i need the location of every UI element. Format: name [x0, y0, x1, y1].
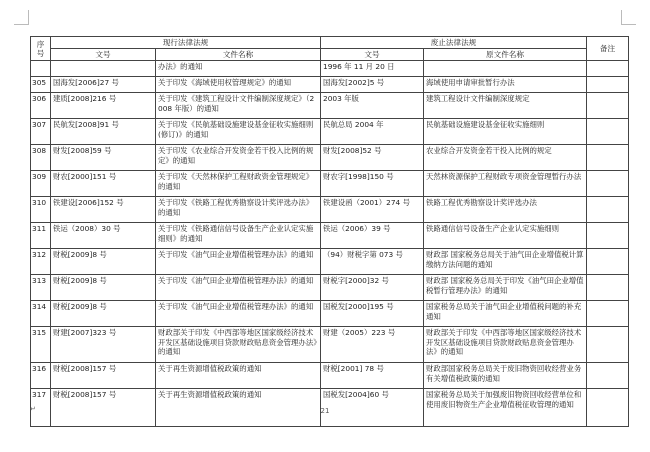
- table-row: [31, 275, 629, 301]
- row-old-file-name: 财政部关于印发《中西部等地区国家级经济技术开发区基础设施项目贷款财政贴息资金管理办法》的通知: [424, 327, 587, 363]
- header-original-file-name: 原文件名称: [424, 49, 587, 61]
- row-old-doc-no: （94）财税字第 073 号: [321, 249, 424, 275]
- row-file-name: 关于印发《油气田企业增值税管理办法》的通知: [156, 275, 321, 301]
- row-old-file-name: 铁路通信信号设备生产企业认定实施细则: [424, 223, 587, 249]
- row-seq: [31, 61, 51, 77]
- row-old-file-name: 国家税务总局关于油气田企业增值税问题的补充通知: [424, 301, 587, 327]
- row-file-name: 关于印发《建筑工程设计文件编制深度规定》（2008 年版）的通知: [156, 93, 321, 119]
- header-doc-no: 文号: [51, 49, 156, 61]
- row-file-name: 办法》的通知: [156, 61, 321, 77]
- row-remark: [587, 145, 629, 171]
- row-old-file-name: 民航基础设施建设基金征收实施细则: [424, 119, 587, 145]
- row-seq: 313: [31, 275, 51, 301]
- header-row-2: [31, 49, 629, 61]
- row-old-file-name: 国家税务总局关于加强废旧物资回收经营单位和使用废旧物资生产企业增值税征收管理的通知: [424, 389, 587, 427]
- row-seq: 312: [31, 249, 51, 275]
- header-row-1: [31, 37, 629, 49]
- row-seq: 308: [31, 145, 51, 171]
- row-seq: 311: [31, 223, 51, 249]
- row-doc-no: 建质[2008]216 号: [51, 93, 156, 119]
- row-old-doc-no: 财发[2008]52 号: [321, 145, 424, 171]
- row-seq: 310: [31, 197, 51, 223]
- table-row: [31, 249, 629, 275]
- row-remark: [587, 275, 629, 301]
- row-remark: [587, 301, 629, 327]
- row-doc-no: 民航发[2008]91 号: [51, 119, 156, 145]
- row-old-doc-no: 铁运（2006）39 号: [321, 223, 424, 249]
- row-remark: [587, 119, 629, 145]
- header-file-name: 文件名称: [156, 49, 321, 61]
- row-doc-no: 财税[2009]8 号: [51, 275, 156, 301]
- row-doc-no: 铁建设[2006]152 号: [51, 197, 156, 223]
- row-old-doc-no: 财税字[2000]32 号: [321, 275, 424, 301]
- table-row: [31, 363, 629, 389]
- row-doc-no: 财税[2009]8 号: [51, 249, 156, 275]
- table-row: [31, 77, 629, 93]
- header-current: 现行法律法规: [51, 37, 321, 49]
- row-old-doc-no: 国税发[2004]60 号: [321, 389, 424, 427]
- row-file-name: 关于印发《天然林保护工程财政资金管理规定》的通知: [156, 171, 321, 197]
- header-seq: 序号: [31, 37, 51, 61]
- row-file-name: 关于再生资源增值税政策的通知: [156, 363, 321, 389]
- row-old-doc-no: 财税[2001] 78 号: [321, 363, 424, 389]
- table-row: [31, 119, 629, 145]
- row-old-file-name: 财政部 国家税务总局关于印发《油气田企业增值税暂行管理办法》的通知: [424, 275, 587, 301]
- row-old-file-name: 农业综合开发资金若干投入比例的规定: [424, 145, 587, 171]
- table-row: [31, 223, 629, 249]
- table-row: [31, 93, 629, 119]
- row-old-doc-no: 民航总局 2004 年: [321, 119, 424, 145]
- header-remark: 备注: [587, 37, 629, 61]
- table-row: [31, 171, 629, 197]
- row-file-name: 财政部关于印发《中西部等地区国家级经济技术开发区基础设施项目贷款财政贴息资金管理办法》的通知: [156, 327, 321, 363]
- row-file-name: 关于印发《农业综合开发资金若干投入比例的规定》的通知: [156, 145, 321, 171]
- row-old-file-name: 建筑工程设计文件编制深度规定: [424, 93, 587, 119]
- table-row: [31, 197, 629, 223]
- row-doc-no: 财发[2008]59 号: [51, 145, 156, 171]
- row-old-file-name: 财政部国家税务总局关于废旧物资回收经营业务有关增值税政策的通知: [424, 363, 587, 389]
- row-remark: [587, 327, 629, 363]
- row-remark: [587, 249, 629, 275]
- row-remark: [587, 223, 629, 249]
- row-remark: [587, 77, 629, 93]
- row-file-name: 关于印发《民航基础设施建设基金征收实施细则(修订)》的通知: [156, 119, 321, 145]
- row-doc-no: 财农[2000]151 号: [51, 171, 156, 197]
- row-seq: 316: [31, 363, 51, 389]
- header-repealed: 废止法律法规: [321, 37, 587, 49]
- row-old-file-name: 天然林资源保护工程财政专项资金管理暂行办法: [424, 171, 587, 197]
- row-remark: [587, 363, 629, 389]
- row-seq: 305: [31, 77, 51, 93]
- row-old-doc-no: 1996 年 11 月 20 日: [321, 61, 424, 77]
- row-old-file-name: 海域使用申请审批暂行办法: [424, 77, 587, 93]
- row-remark: [587, 61, 629, 77]
- row-remark: [587, 93, 629, 119]
- row-doc-no: 财税[2008]157 号: [51, 389, 156, 427]
- row-old-file-name: 财政部 国家税务总局关于油气田企业增值税计算缴纳方法问题的通知: [424, 249, 587, 275]
- row-old-file-name: 铁路工程优秀勘察设计奖评选办法: [424, 197, 587, 223]
- row-old-doc-no: 国税发[2000]195 号: [321, 301, 424, 327]
- row-seq: 317: [31, 389, 51, 427]
- row-seq: 315: [31, 327, 51, 363]
- row-seq: 306: [31, 93, 51, 119]
- row-seq: 314: [31, 301, 51, 327]
- row-old-doc-no: 财建（2005）223 号: [321, 327, 424, 363]
- row-file-name: 关于再生资源增值税政策的通知: [156, 389, 321, 427]
- page-number: 21: [320, 407, 330, 415]
- row-remark: [587, 171, 629, 197]
- paragraph-mark: ↵: [30, 405, 36, 413]
- row-remark: [587, 197, 629, 223]
- row-seq: 309: [31, 171, 51, 197]
- row-doc-no: 国海发[2006]27 号: [51, 77, 156, 93]
- row-doc-no: 财税[2009]8 号: [51, 301, 156, 327]
- row-old-doc-no: 国海发[2002]5 号: [321, 77, 424, 93]
- row-old-doc-no: 铁建设函（2001）274 号: [321, 197, 424, 223]
- row-old-doc-no: 2003 年版: [321, 93, 424, 119]
- table-row: [31, 327, 629, 363]
- row-doc-no: [51, 61, 156, 77]
- row-file-name: 关于印发《铁路通信信号设备生产企业认定实施细则》的通知: [156, 223, 321, 249]
- corner-mark-left: [14, 10, 29, 25]
- row-file-name: 关于印发《油气田企业增值税管理办法》的通知: [156, 301, 321, 327]
- row-old-doc-no: 财农字[1998]150 号: [321, 171, 424, 197]
- row-seq: 307: [31, 119, 51, 145]
- row-file-name: 关于印发《海域使用权管理规定》的通知: [156, 77, 321, 93]
- table-row: [31, 61, 629, 77]
- row-old-file-name: [424, 61, 587, 77]
- law-table: [30, 36, 629, 427]
- table-row: [31, 301, 629, 327]
- header-doc-no-old: 文号: [321, 49, 424, 61]
- row-file-name: 关于印发《铁路工程优秀勘察设计奖评选办法》的通知: [156, 197, 321, 223]
- table-row: [31, 145, 629, 171]
- corner-mark-right: [621, 10, 636, 25]
- row-doc-no: 财建[2007]323 号: [51, 327, 156, 363]
- row-doc-no: 财税[2008]157 号: [51, 363, 156, 389]
- row-doc-no: 铁运（2008）30 号: [51, 223, 156, 249]
- row-file-name: 关于印发《油气田企业增值税管理办法》的通知: [156, 249, 321, 275]
